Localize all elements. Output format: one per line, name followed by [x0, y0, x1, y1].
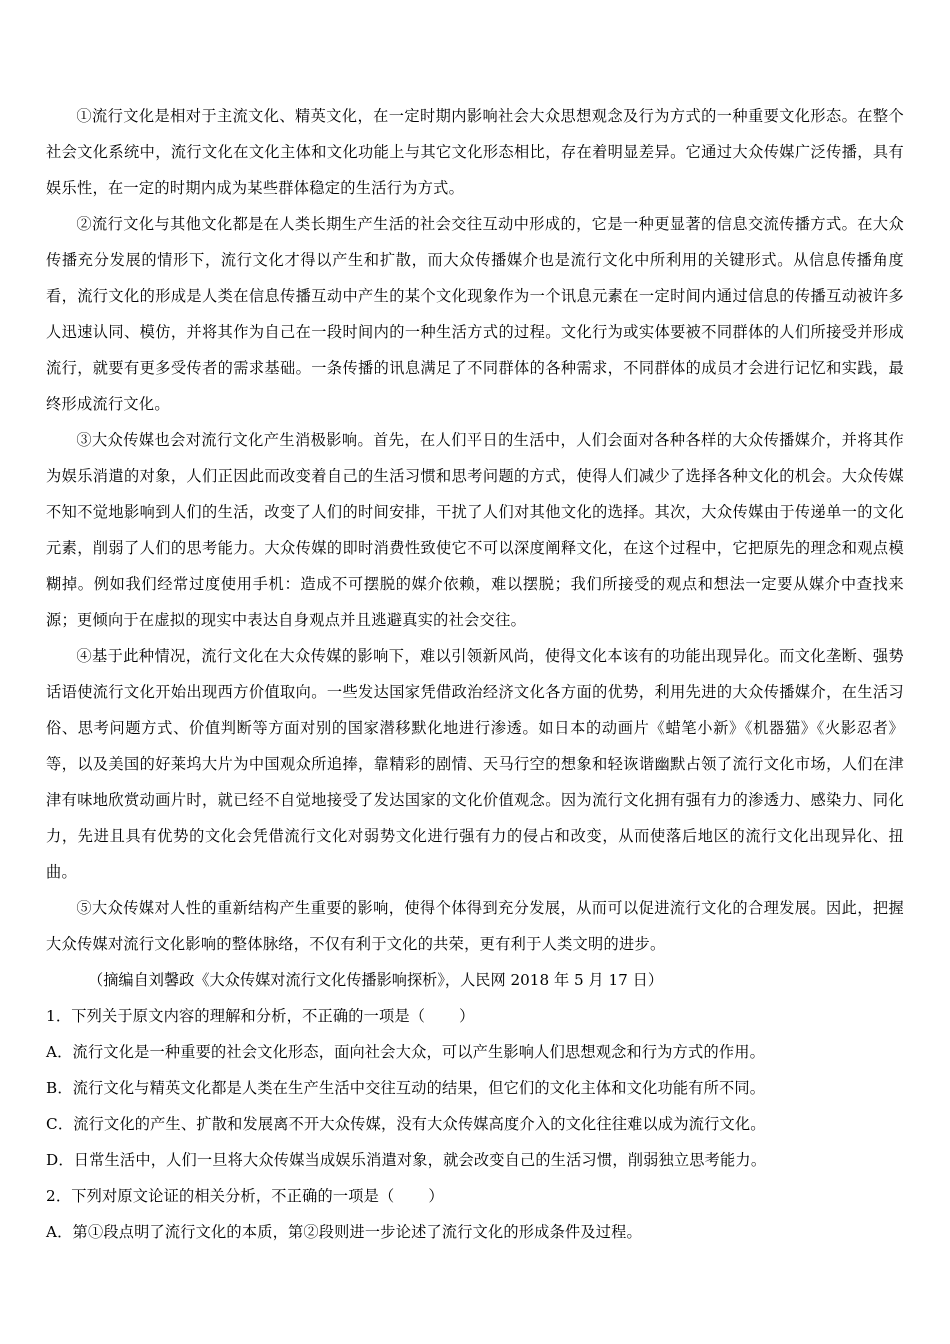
paragraph-4: ④基于此种情况，流行文化在大众传媒的影响下，难以引领新风尚，使得文化本该有的功能出现异化。而文化垄断、强势话语使流行文化开始出现西方价值取向。一些发达国家凭借政治经济文化各方面的优势，利用先进的大众传播媒介，在生活习俗、思考问题方式、价值判断等方面对别的国家潜移默化地进行渗透。如日本的动画片《蜡笔小新》《机器猫》《火影忍者》等，以及美国的好莱坞大片为中国观众所追捧，靠精彩的剧情、天马行空的想象和轻诙谐幽默占领了流行文化市场，人们在津津有味地欣赏动画片时，就已经不自觉地接受了发达国家的文化价值观念。因为流行文化拥有强有力的渗透力、感染力、同化力，先进且具有优势的文化会凭借流行文化对弱势文化进行强有力的侵占和改变，从而使落后地区的流行文化出现异化、扭曲。 [46, 647, 904, 881]
paragraph-2: ②流行文化与其他文化都是在人类长期生产生活的社会交往互动中形成的，它是一种更显著的信息交流传播方式。在大众传播充分发展的情形下，流行文化才得以产生和扩散，而大众传播媒介也是流行文化中所利用的关键形式。从信息传播角度看，流行文化的形成是人类在信息传播互动中产生的某个文化现象作为一个讯息元素在一定时间内通过信息的传播互动被许多人迅速认同、模仿，并将其作为自己在一段时间内的一种生活方式的过程。文化行为或实体要被不同群体的人们所接受并形成流行，就要有更多受传者的需求基础。一条传播的讯息满足了不同群体的各种需求，不同群体的成员才会进行记忆和实践，最终形成流行文化。 [46, 215, 904, 413]
paragraph-3: ③大众传媒也会对流行文化产生消极影响。首先，在人们平日的生活中，人们会面对各种各样的大众传播媒介，并将其作为娱乐消遣的对象，人们正因此而改变着自己的生活习惯和思考问题的方式，使得人们减少了选择各种文化的机会。大众传媒不知不觉地影响到人们的生活，改变了人们的时间安排，干扰了人们对其他文化的选择。其次，大众传媒由于传递单一的文化元素，削弱了人们的思考能力。大众传媒的即时消费性致使它不可以深度阐释文化，在这个过程中，它把原先的理念和观点模糊掉。例如我们经常过度使用手机：造成不可摆脱的媒介依赖，难以摆脱；我们所接受的观点和想法一定要从媒介中查找来源；更倾向于在虚拟的现实中表达自身观点并且逃避真实的社会交往。 [46, 431, 904, 629]
question-1-option-b: B．流行文化与精英文化都是人类在生产生活中交往互动的结果，但它们的文化主体和文化功能有所不同。 [46, 1079, 766, 1097]
question-1-option-d: D．日常生活中，人们一旦将大众传媒当成娱乐消遣对象，就会改变自己的生活习惯，削弱独立思考能力。 [46, 1151, 767, 1169]
question-1-stem [46, 998, 904, 1034]
paragraph-1: ①流行文化是相对于主流文化、精英文化，在一定时期内影响社会大众思想观念及行为方式的一种重要文化形态。在整个社会文化系统中，流行文化在文化主体和文化功能上与其它文化形态相比，存在着明显差异。它通过大众传媒广泛传播，具有娱乐性，在一定的时期内成为某些群体稳定的生活行为方式。 [46, 107, 904, 197]
question-2-stem [46, 1178, 904, 1214]
question-1-option-c: C．流行文化的产生、扩散和发展离不开大众传媒，没有大众传媒高度介入的文化往往难以成为流行文化。 [46, 1115, 766, 1133]
question-2-text: 2．下列对原文论证的相关分析，不正确的一项是（ [46, 1187, 395, 1205]
article-source: （摘编自刘馨政《大众传媒对流行文化传播影响探析》，人民网 2018 年 5 月 17 日） [88, 971, 664, 989]
question-1-text: 1．下列关于原文内容的理解和分析，不正确的一项是（ [46, 1007, 426, 1025]
question-2-option-a: A．第①段点明了流行文化的本质，第②段则进一步论述了流行文化的形成条件及过程。 [46, 1223, 642, 1241]
article-body [46, 98, 904, 962]
question-1-close: ） [459, 1007, 475, 1025]
paragraph-5: ⑤大众传媒对人性的重新结构产生重要的影响，使得个体得到充分发展，从而可以促进流行文化的合理发展。因此，把握大众传媒对流行文化影响的整体脉络，不仅有利于文化的共荣，更有利于人类文明的进步。 [46, 899, 904, 953]
question-2-close: ） [428, 1187, 444, 1205]
question-1-option-a: A．流行文化是一种重要的社会文化形态，面向社会大众，可以产生影响人们思想观念和行为方式的作用。 [46, 1043, 765, 1061]
